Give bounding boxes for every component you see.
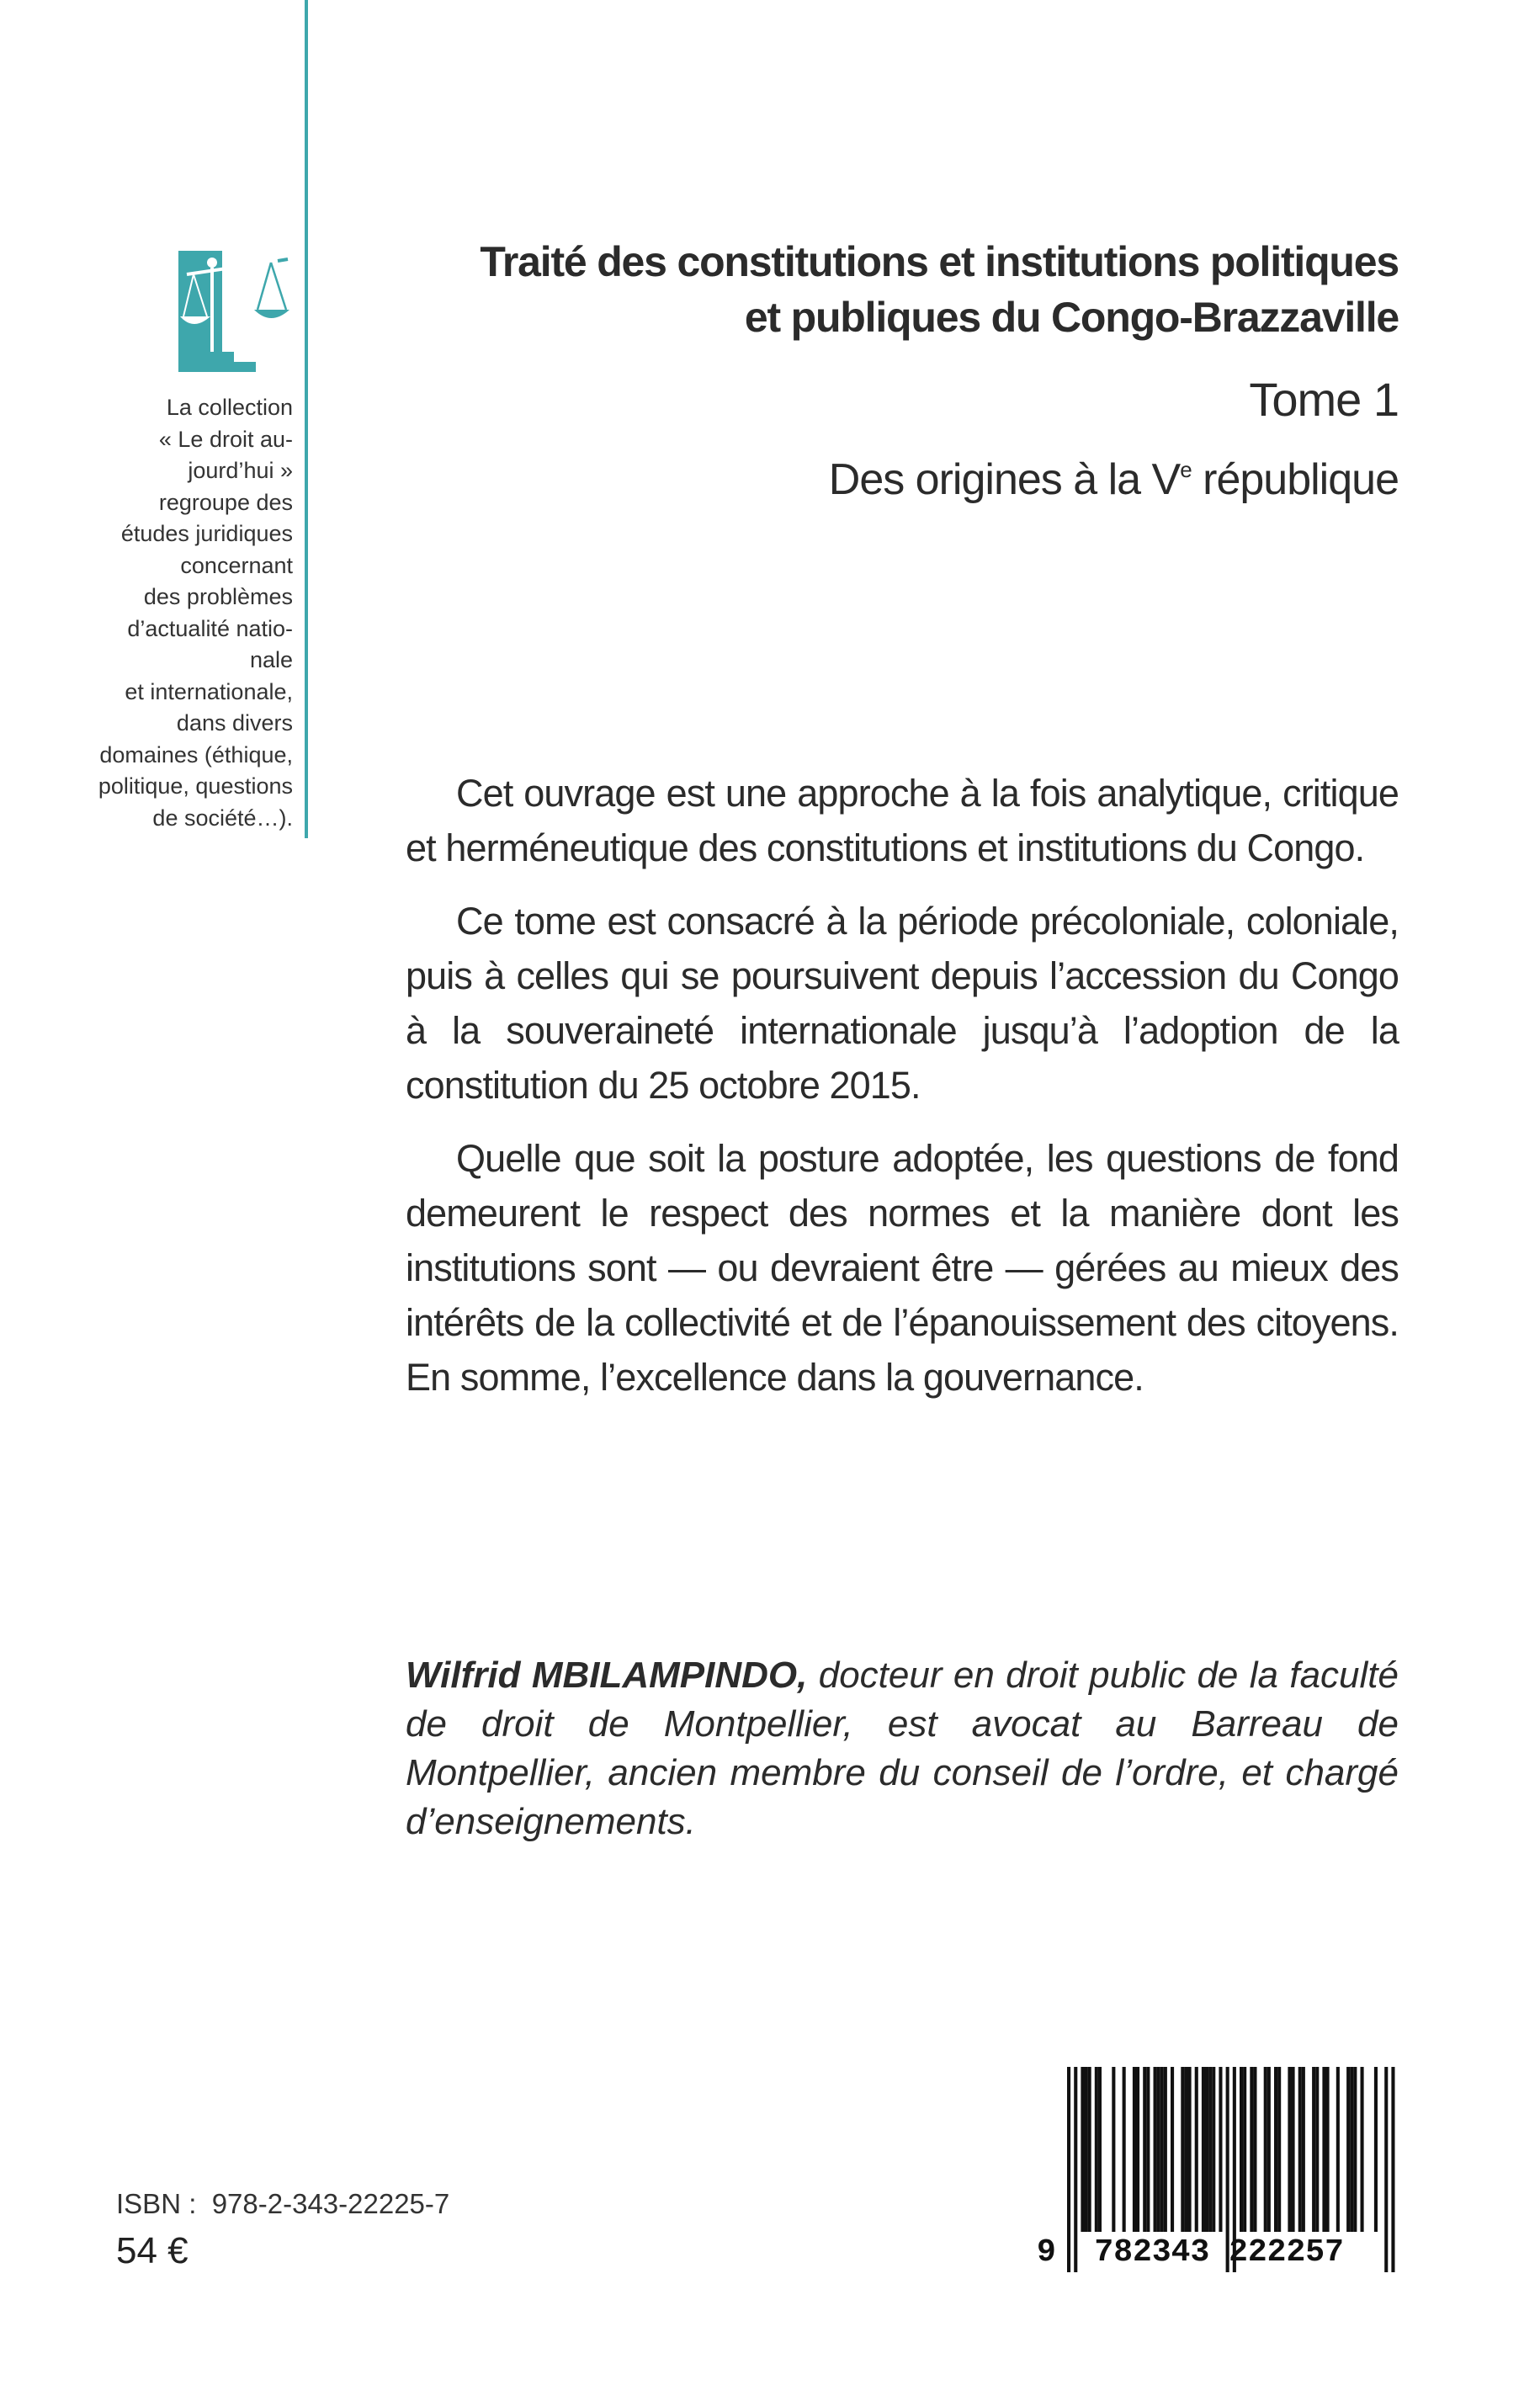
barcode-bar [1274,2067,1277,2232]
barcode-bar [1123,2067,1126,2232]
price: 54 € [116,2230,189,2271]
barcode-bar [1322,2067,1325,2232]
collection-line: regroupe des [158,489,293,515]
logo-step-1 [222,362,256,372]
barcode-digits-left: 782343 [1094,2234,1210,2271]
barcode-bar [1267,2067,1271,2232]
barcode-bar [1133,2067,1136,2232]
barcode-bar [1212,2067,1215,2232]
spine-accent-line [305,0,308,838]
barcode-bar [1202,2067,1205,2232]
collection-line: « Le droit au- [158,426,293,452]
barcode-bar [1112,2067,1115,2232]
tome-label: Tome 1 [1249,373,1399,426]
book-summary [406,766,1399,1423]
summary-paragraph: Cet ouvrage est une approche à la fois analytique, critique et herméneutique des constitutions et institutions du Congo. [406,772,1399,869]
barcode-bar [1146,2067,1150,2232]
collection-line: et internationale, [125,678,293,704]
collection-description [47,392,293,834]
barcode-bar [1288,2067,1291,2232]
author-name: Wilfrid MBILAMPINDO, [406,1655,808,1696]
collection-line: jourd’hui » [188,458,293,483]
barcode-bar [1346,2067,1350,2232]
isbn [116,2188,449,2220]
summary-paragraph: Quelle que soit la posture adoptée, les questions de fond demeurent le respect des normes et la manière dont les institutions sont — ou devraient être — gérées au mieux des intérêts de la collectivité et de l’épanouissement des citoyens. En somme, l’excellence dans la gouvernance. [406,1137,1399,1399]
subtitle-superscript: e [1180,457,1192,482]
book-title-line-2: et publiques du Congo-Brazzaville [744,294,1399,341]
book-title [353,234,1399,345]
barcode-bar [1298,2067,1302,2232]
author-description: docteur en droit public de la faculté de droit de Montpellier, est avocat au Barreau de Montpellier, ancien membre du conseil de l’ordre, et chargé d’enseignements. [406,1655,1399,1842]
collection-line: dans divers [176,710,293,736]
barcode-bar [1160,2067,1164,2232]
barcode-bar [1326,2067,1330,2232]
barcode-bar [1171,2067,1174,2232]
author-bio [406,1651,1399,1846]
barcode-bar [1157,2067,1160,2232]
barcode-bar [1085,2067,1088,2232]
barcode-bar [1181,2067,1184,2232]
barcode-bar [1253,2067,1256,2232]
barcode-bar [1188,2067,1192,2232]
logo-step-2 [212,352,234,362]
barcode-digits-right: 222257 [1229,2234,1344,2271]
barcode-bar [1208,2067,1212,2232]
barcode-bar [1292,2067,1295,2232]
barcode-bar [1164,2067,1167,2232]
collection-line: politique, questions [98,773,293,799]
barcode-bar [1374,2067,1378,2232]
barcode-bar [1250,2067,1253,2232]
collection-line: concernant [180,552,293,578]
barcode-bar [1184,2067,1187,2232]
book-subtitle [829,454,1399,505]
barcode-bar [1205,2067,1208,2232]
barcode-bar [1277,2067,1281,2232]
subtitle-prefix: Des origines à la V [828,455,1181,504]
collection-line: de société…). [152,805,293,831]
barcode-bar [1240,2067,1243,2232]
barcode-bar [1219,2067,1222,2232]
collection-line: La collection [166,395,293,420]
collection-line: nale [249,647,293,672]
isbn-label: ISBN : [116,2188,197,2219]
book-title-line-1: Traité des constitutions et institutions politiques [480,238,1399,285]
barcode-bar [1098,2067,1102,2232]
barcode-bar [1095,2067,1098,2232]
collection-line: domaines (éthique, [99,741,293,768]
barcode-bar [1195,2067,1198,2232]
barcode-bar [1264,2067,1267,2232]
barcode-bar [1136,2067,1139,2232]
isbn-value: 978-2-343-22225-7 [211,2188,450,2219]
barcode-digits [1037,2234,1409,2272]
barcode-bar [1336,2067,1340,2232]
barcode-bar [1350,2067,1353,2232]
collection-line: d’actualité natio- [127,615,293,641]
scales-of-justice-logo [178,251,296,372]
barcode-bar [1361,2067,1364,2232]
barcode-bar [1088,2067,1091,2232]
subtitle-suffix: république [1191,455,1399,504]
barcode-bar [1243,2067,1246,2232]
barcode-digit-first: 9 [1037,2234,1056,2271]
collection-line: des problèmes [143,584,293,609]
barcode-bar [1315,2067,1319,2232]
barcode-bar [1312,2067,1315,2232]
barcode-bar [1302,2067,1305,2232]
barcode-bar [1353,2067,1357,2232]
collection-line: études juridiques [120,521,293,546]
summary-paragraph: Ce tome est consacré à la période précoloniale, coloniale, puis à celles qui se poursuivent depuis l’accession du Congo à la souveraineté internationale jusqu’à l’adoption de la constitution du 25 octobre 2015. [406,900,1399,1107]
barcode-bar [1154,2067,1157,2232]
barcode-bar [1143,2067,1146,2232]
barcode-bar [1081,2067,1084,2232]
